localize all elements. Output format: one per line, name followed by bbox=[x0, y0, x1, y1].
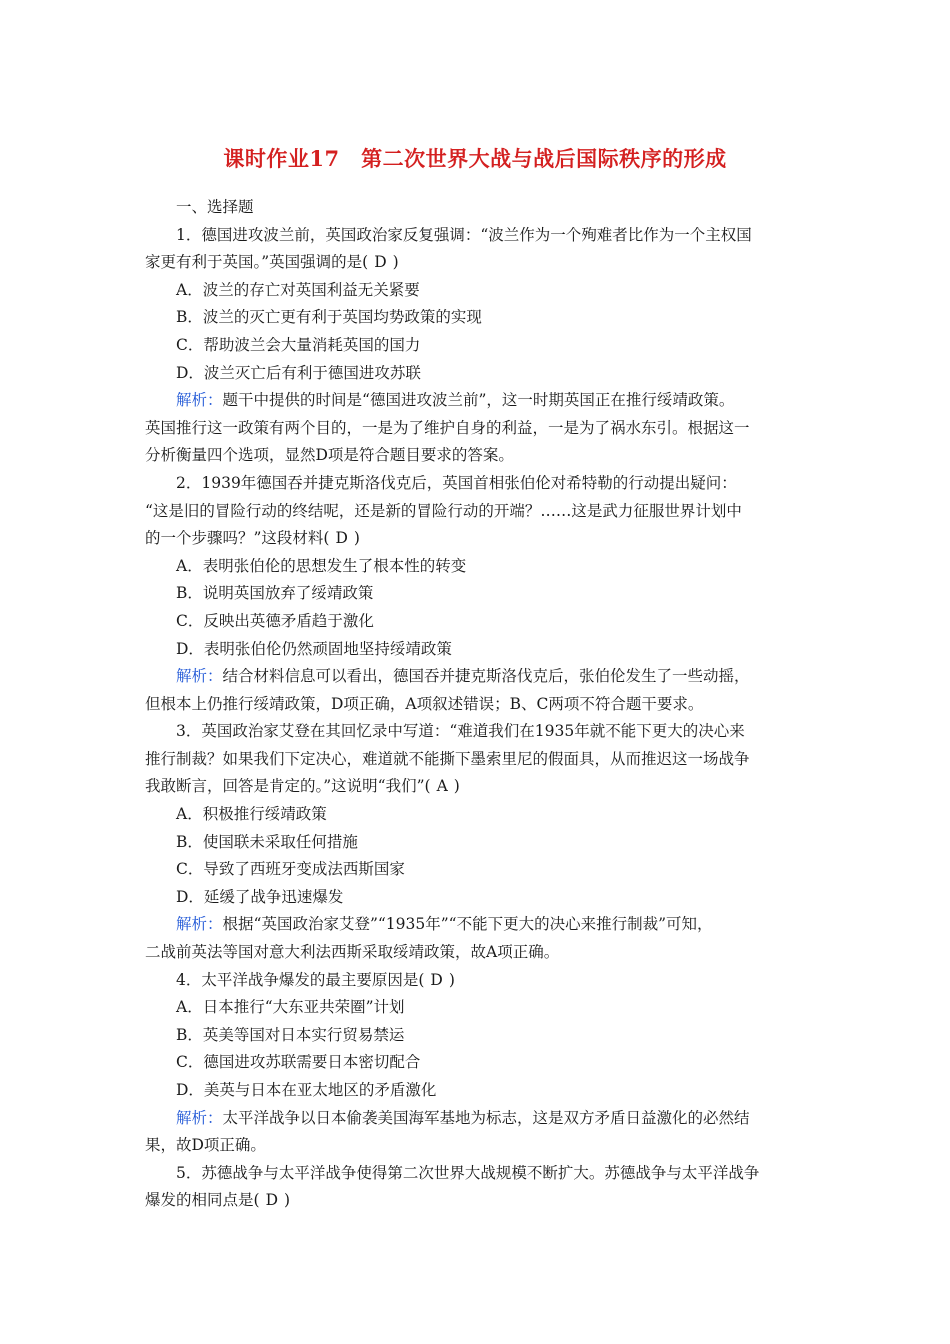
analysis-text: 英国推行这一政策有两个目的，一是为了维护自身的利益，一是为了祸水东引。根据这一 bbox=[145, 418, 750, 437]
question-4 bbox=[145, 967, 805, 1160]
question-stem: 家更有利于英国。”英国强调的是( D ) bbox=[145, 249, 805, 277]
option-b: B．使国联未采取任何措施 bbox=[176, 832, 358, 851]
question-3 bbox=[145, 718, 805, 966]
option-a: A．表明张伯伦的思想发生了根本性的转变 bbox=[176, 556, 467, 575]
analysis: 解析：太平洋战争以日本偷袭美国海军基地为标志，这是双方矛盾日益激化的必然结 bbox=[176, 1108, 750, 1127]
analysis-text: 二战前英法等国对意大利法西斯采取绥靖政策，故A项正确。 bbox=[145, 943, 560, 962]
option-c: C．德国进攻苏联需要日本密切配合 bbox=[176, 1053, 421, 1072]
option-d: D．表明张伯伦仍然顽固地坚持绥靖政策 bbox=[176, 639, 452, 658]
analysis: 解析：根据“英国政治家艾登”“1935年”“不能下更大的决心来推行制裁”可知， bbox=[176, 915, 713, 934]
option-d: D．延缓了战争迅速爆发 bbox=[176, 887, 344, 906]
option-c: C．反映出英德矛盾趋于激化 bbox=[176, 611, 374, 630]
analysis-text: 分析衡量四个选项，显然D项是符合题目要求的答案。 bbox=[145, 446, 514, 465]
question-stem: “这是旧的冒险行动的终结呢，还是新的冒险行动的开端？……这是武力征服世界计划中 bbox=[145, 501, 742, 520]
option-b: B．英美等国对日本实行贸易禁运 bbox=[176, 1025, 405, 1044]
question-5 bbox=[145, 1160, 805, 1215]
answer-letter: A bbox=[436, 777, 448, 796]
question-stem: 爆发的相同点是( D ) bbox=[145, 1187, 805, 1215]
exercise-content bbox=[145, 194, 805, 1215]
question-stem: 5．苏德战争与太平洋战争使得第二次世界大战规模不断扩大。苏德战争与太平洋战争 bbox=[176, 1163, 760, 1182]
analysis-text: 果，故D项正确。 bbox=[145, 1136, 266, 1155]
question-stem: 4．太平洋战争爆发的最主要原因是( D ) bbox=[145, 967, 805, 995]
answer-letter: D bbox=[430, 970, 443, 989]
question-stem: 2．1939年德国吞并捷克斯洛伐克后，英国首相张伯伦对希特勒的行动提出疑问： bbox=[176, 473, 737, 492]
question-stem: 3．英国政治家艾登在其回忆录中写道：“难道我们在1935年就不能下更大的决心来 bbox=[176, 722, 745, 741]
question-stem: 的一个步骤吗？”这段材料( D ) bbox=[145, 525, 805, 553]
answer-letter: D bbox=[335, 529, 348, 548]
section-heading: 一、选择题 bbox=[176, 198, 254, 216]
option-d: D．波兰灭亡后有利于德国进攻苏联 bbox=[176, 363, 421, 382]
analysis-label: 解析： bbox=[176, 915, 223, 934]
option-a: A．积极推行绥靖政策 bbox=[176, 805, 327, 824]
option-b: B．波兰的灭亡更有利于英国均势政策的实现 bbox=[176, 308, 482, 327]
option-d: D．美英与日本在亚太地区的矛盾激化 bbox=[176, 1081, 437, 1099]
option-b: B．说明英国放弃了绥靖政策 bbox=[176, 584, 374, 603]
question-stem: 我敢断言，回答是肯定的。”这说明“我们”( A ) bbox=[145, 773, 805, 801]
question-stem: 推行制裁？如果我们下定决心，难道就不能撕下墨索里尼的假面具，从而推迟这一场战争 bbox=[145, 749, 750, 768]
question-2 bbox=[145, 470, 805, 718]
question-1 bbox=[145, 222, 805, 470]
option-c: C．帮助波兰会大量消耗英国的国力 bbox=[176, 335, 421, 354]
analysis: 解析：题干中提供的时间是“德国进攻波兰前”，这一时期英国正在推行绥靖政策。 bbox=[176, 391, 735, 410]
analysis-text: 但根本上仍推行绥靖政策，D项正确，A项叙述错误；B、C两项不符合题干要求。 bbox=[145, 694, 704, 713]
analysis-label: 解析： bbox=[176, 391, 223, 410]
option-a: A．日本推行“大东亚共荣圈”计划 bbox=[176, 998, 405, 1017]
question-stem: 1．德国进攻波兰前，英国政治家反复强调：“波兰作为一个殉难者比作为一个主权国 bbox=[176, 225, 752, 244]
analysis-label: 解析： bbox=[176, 1108, 223, 1127]
option-c: C．导致了西班牙变成法西斯国家 bbox=[176, 860, 405, 879]
analysis-label: 解析： bbox=[176, 667, 223, 686]
answer-letter: D bbox=[265, 1191, 278, 1210]
answer-letter: D bbox=[374, 253, 387, 272]
analysis: 解析：结合材料信息可以看出，德国吞并捷克斯洛伐克后，张伯伦发生了一些动摇， bbox=[176, 667, 750, 686]
page-title: 课时作业17 第二次世界大战与战后国际秩序的形成 bbox=[223, 146, 727, 171]
option-a: A．波兰的存亡对英国利益无关紧要 bbox=[176, 280, 420, 299]
